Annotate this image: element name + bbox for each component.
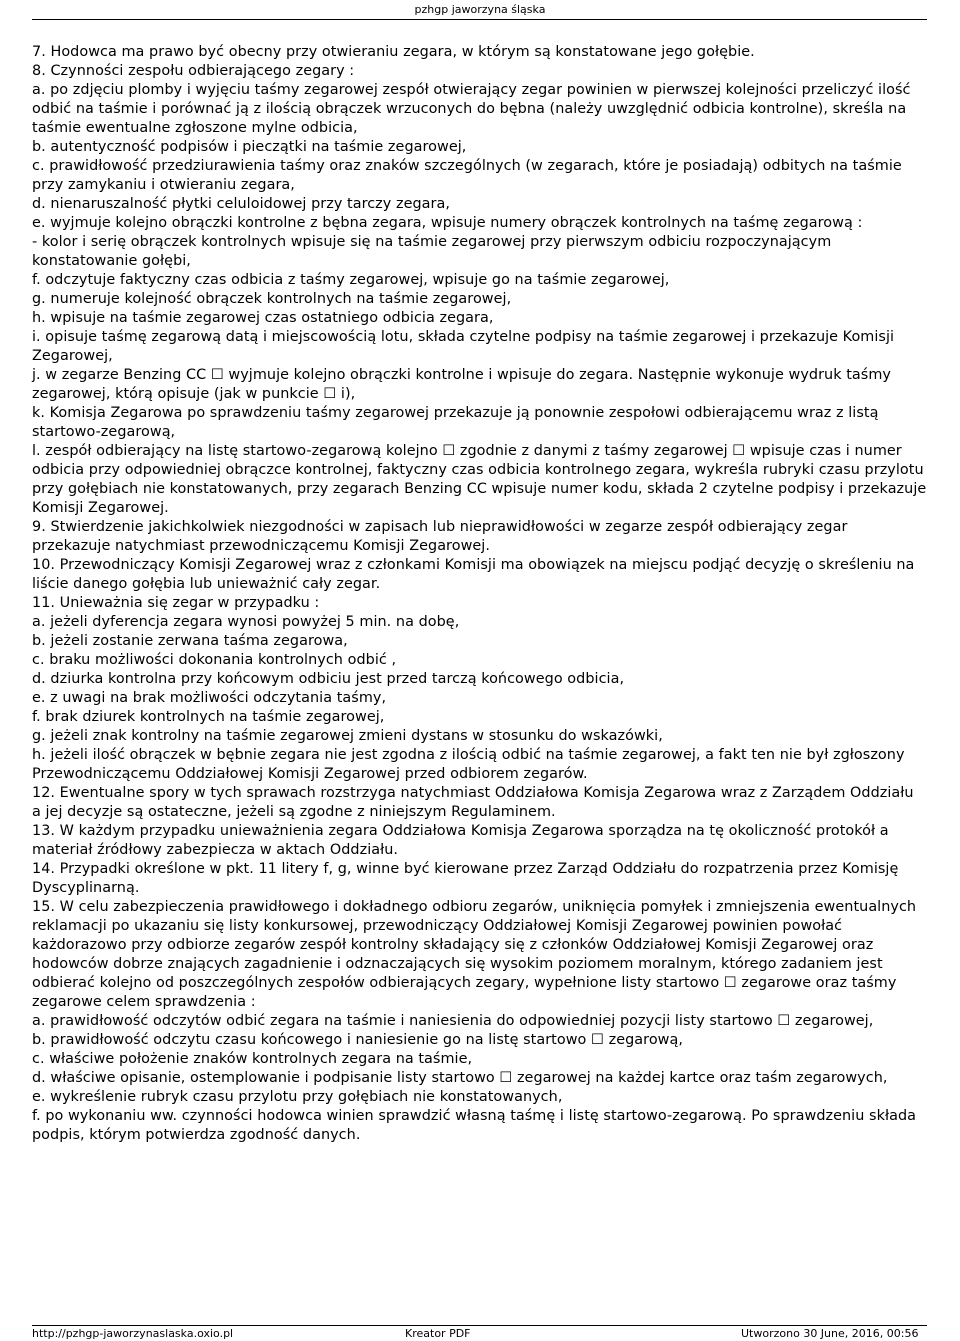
paragraph: b. autentyczność podpisów i pieczątki na taśmie zegarowej,: [32, 139, 467, 155]
paragraph: b. prawidłowość odczytu czasu końcowego i naniesienie go na listę startowo ☐ zegarową,: [32, 1032, 683, 1048]
paragraph: e. wykreślenie rubryk czasu przylotu przy gołębiach nie konstatowanych,: [32, 1089, 563, 1105]
paragraph: 10. Przewodniczący Komisji Zegarowej wraz z członkami Komisji ma obowiązek na miejscu podjąć decyzję o skreśleniu na liście danego gołębia lub unieważnić cały zegar.: [32, 557, 915, 592]
paragraph: 8. Czynności zespołu odbierającego zegary :: [32, 63, 355, 79]
paragraph: a. jeżeli dyferencja zegara wynosi powyżej 5 min. na dobę,: [32, 614, 460, 630]
paragraph: f. odczytuje faktyczny czas odbicia z taśmy zegarowej, wpisuje go na taśmie zegarowej,: [32, 272, 670, 288]
footer-generator: Kreator PDF: [405, 1327, 471, 1340]
paragraph: f. brak dziurek kontrolnych na taśmie zegarowej,: [32, 709, 385, 725]
paragraph: 11. Unieważnia się zegar w przypadku :: [32, 595, 320, 611]
paragraph: 14. Przypadki określone w pkt. 11 litery f, g, winne być kierowane przez Zarząd Oddziału do rozpatrzenia przez Komisję Dyscyplinarną.: [32, 861, 899, 896]
paragraph: d. dziurka kontrolna przy końcowym odbiciu jest przed tarczą końcowego odbicia,: [32, 671, 625, 687]
footer-url[interactable]: http://pzhgp-jaworzynaslaska.oxio.pl: [32, 1327, 234, 1340]
footer-created-date: Utworzono 30 June, 2016, 00:56: [741, 1327, 919, 1340]
paragraph: h. jeżeli ilość obrączek w bębnie zegara nie jest zgodna z ilością odbić na taśmie zegarowej, a fakt ten nie był zgłoszony Przewodniczącemu Oddziałowej Komisji Zegarowej przed odbiorem zegarów.: [32, 747, 905, 782]
paragraph: 7. Hodowca ma prawo być obecny przy otwieraniu zegara, w którym są konstatowane jego gołębie.: [32, 44, 755, 60]
paragraph: b. jeżeli zostanie zerwana taśma zegarowa,: [32, 633, 348, 649]
paragraph: l. zespół odbierający na listę startowo-zegarową kolejno ☐ zgodnie z danymi z taśmy zegarowej ☐ wpisuje czas i numer odbicia przy odpowiedniej obrączce kontrolnej, faktyczny czas odbicia kontrolnego zegara, wykreśla rubryki czasu przylotu przy gołębiach nie konstatowanych, przy zegarach Benzing CC wpisuje numer kodu, składa 2 czytelne podpisy i przekazuje Komisji Zegarowej.: [32, 443, 927, 516]
paragraph: j. w zegarze Benzing CC ☐ wyjmuje kolejno obrączki kontrolne i wpisuje do zegara. Następnie wykonuje wydruk taśmy zegarowej, którą opisuje (jak w punkcie ☐ i),: [32, 367, 891, 402]
paragraph: c. prawidłowość przedziurawienia taśmy oraz znaków szczególnych (w zegarach, które je posiadają) odbitych na taśmie przy zamykaniu i otwieraniu zegara,: [32, 158, 902, 193]
paragraph: i. opisuje taśmę zegarową datą i miejscowością lotu, składa czytelne podpisy na taśmie zegarowej i przekazuje Komisji Zegarowej,: [32, 329, 895, 364]
header-divider: [32, 19, 927, 20]
footer-divider: [32, 1325, 927, 1326]
paragraph: 9. Stwierdzenie jakichkolwiek niezgodności w zapisach lub nieprawidłowości w zegarze zespół odbierający zegar przekazuje natychmiast przewodniczącemu Komisji Zegarowej.: [32, 519, 848, 554]
page-header: pzhgp jaworzyna śląska: [414, 3, 546, 16]
paragraph: k. Komisja Zegarowa po sprawdzeniu taśmy zegarowej przekazuje ją ponownie zespołowi odbierającemu wraz z listą startowo-zegarową,: [32, 405, 879, 440]
paragraph: a. prawidłowość odczytów odbić zegara na taśmie i naniesienia do odpowiedniej pozycji listy startowo ☐ zegarowej,: [32, 1013, 874, 1029]
paragraph: 15. W celu zabezpieczenia prawidłowego i dokładnego odbioru zegarów, uniknięcia pomyłek i zmniejszenia ewentualnych reklamacji po ukazaniu się listy konkursowej, przewodniczący Oddziałowej Komisji Zegarowej powinien powołać każdorazowo przy odbiorze zegarów zespół kontrolny składający się z członków Oddziałowej Komisji Zegarowej oraz hodowców dobrze znających zagadnienie i odznaczających się wysokim poziomem moralnym, którego zadaniem jest odbierać kolejno od poszczególnych zespołów odbierających zegary, wypełnione listy startowo ☐ zegarowe oraz taśmy zegarowe celem sprawdzenia :: [32, 899, 917, 1010]
paragraph: d. nienaruszalność płytki celuloidowej przy tarczy zegara,: [32, 196, 450, 212]
paragraph: e. wyjmuje kolejno obrączki kontrolne z bębna zegara, wpisuje numery obrączek kontrolnych na taśmę zegarową :: [32, 215, 863, 231]
paragraph: c. właściwe położenie znaków kontrolnych zegara na taśmie,: [32, 1051, 473, 1067]
paragraph: g. jeżeli znak kontrolny na taśmie zegarowej zmieni dystans w stosunku do wskazówki,: [32, 728, 663, 744]
paragraph: e. z uwagi na brak możliwości odczytania taśmy,: [32, 690, 387, 706]
paragraph: f. po wykonaniu ww. czynności hodowca winien sprawdzić własną taśmę i listę startowo-zegarową. Po sprawdzeniu składa podpis, którym potwierdza zgodność danych.: [32, 1108, 917, 1143]
paragraph: 13. W każdym przypadku unieważnienia zegara Oddziałowa Komisja Zegarowa sporządza na tę okoliczność protokół a materiał źródłowy zabezpiecza w aktach Oddziału.: [32, 823, 889, 858]
paragraph: a. po zdjęciu plomby i wyjęciu taśmy zegarowej zespół otwierający zegar powinien w pierwszej kolejności przeliczyć ilość odbić na taśmie i porównać ją z ilością obrączek wrzuconych do bębna (należy uwzględnić odbicia kontrolne), skreśla na taśmie ewentualne zgłoszone mylne odbicia,: [32, 82, 911, 136]
document-body: [32, 43, 927, 1145]
paragraph: g. numeruje kolejność obrączek kontrolnych na taśmie zegarowej,: [32, 291, 512, 307]
paragraph: d. właściwe opisanie, ostemplowanie i podpisanie listy startowo ☐ zegarowej na każdej kartce oraz taśm zegarowych,: [32, 1070, 888, 1086]
paragraph: c. braku możliwości dokonania kontrolnych odbić ,: [32, 652, 397, 668]
paragraph: - kolor i serię obrączek kontrolnych wpisuje się na taśmie zegarowej przy pierwszym odbiciu rozpoczynającym konstatowanie gołębi,: [32, 234, 832, 269]
paragraph: 12. Ewentualne spory w tych sprawach rozstrzyga natychmiast Oddziałowa Komisja Zegarowa wraz z Zarządem Oddziału a jej decyzje są ostateczne, jeżeli są zgodne z niniejszym Regulaminem.: [32, 785, 914, 820]
paragraph: h. wpisuje na taśmie zegarowej czas ostatniego odbicia zegara,: [32, 310, 494, 326]
